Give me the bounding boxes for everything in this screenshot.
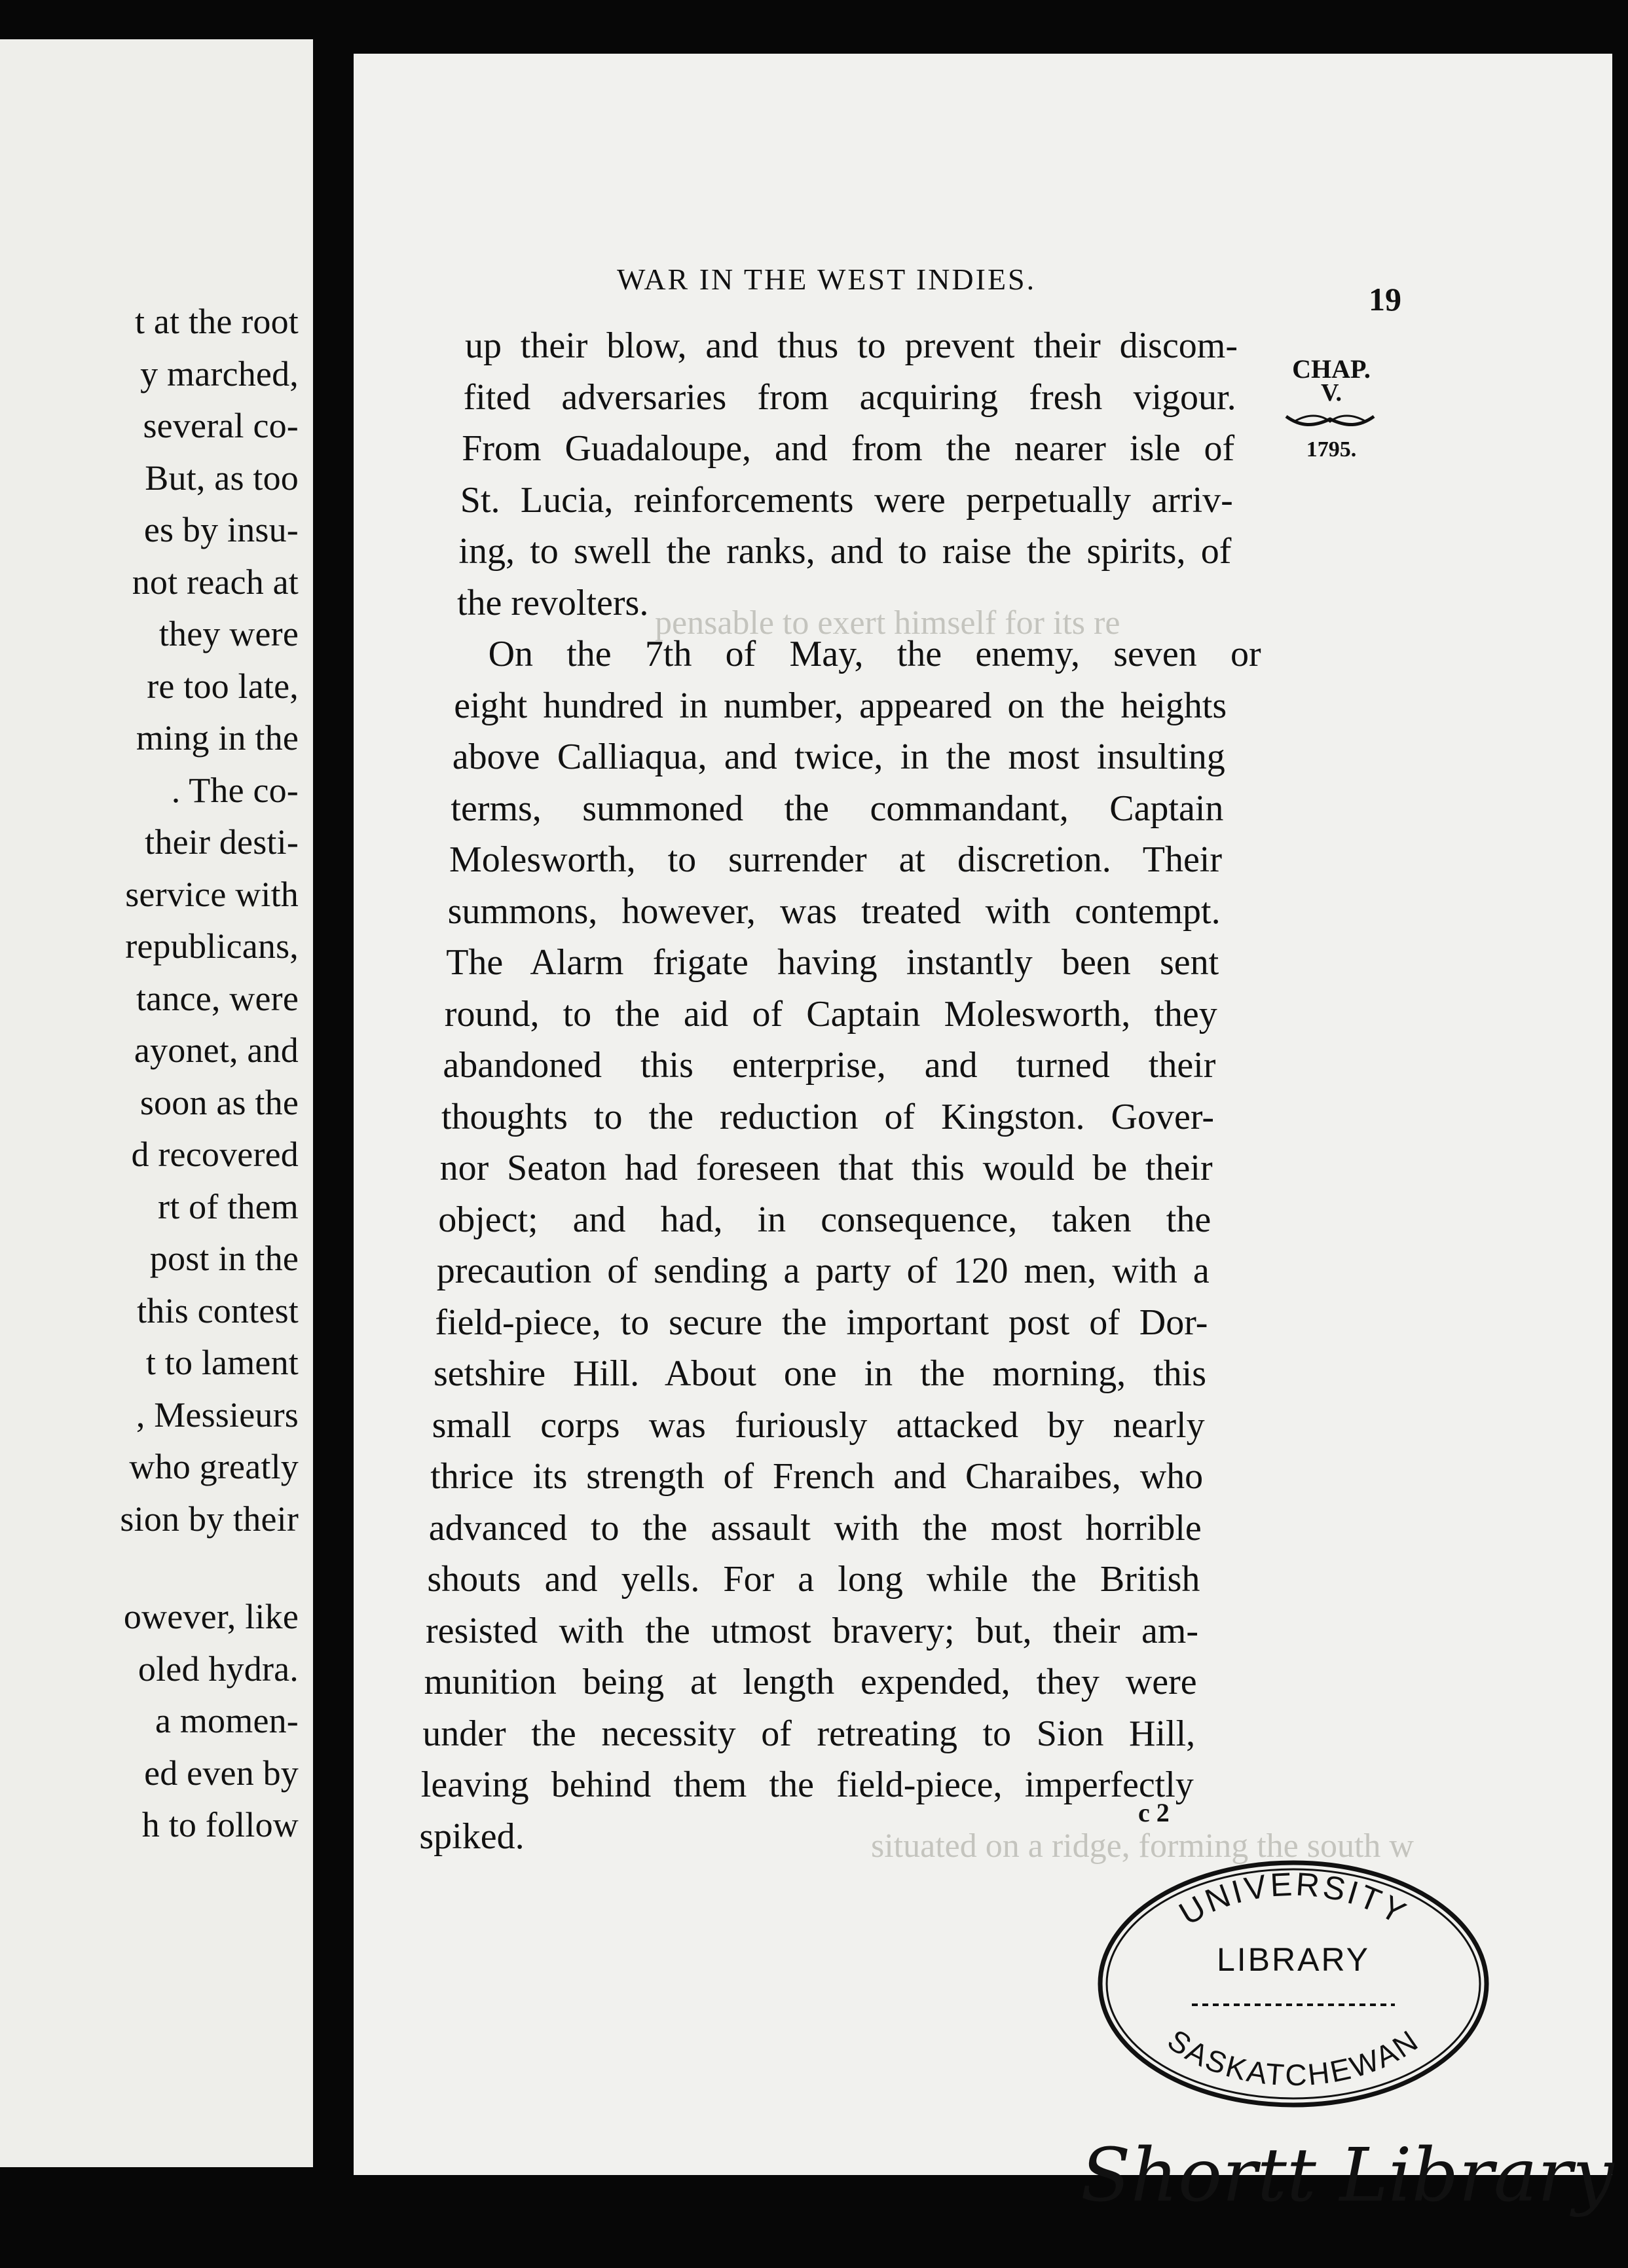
body-line: summons, however, was treated with contempt. [447, 890, 1221, 932]
left-facing-page [0, 39, 313, 2167]
body-line: munition being at length expended, they were [424, 1662, 1197, 1702]
left-page-line: oled hydra. [138, 1649, 299, 1689]
body-line: under the necessity of retreating to Sion Hill, [422, 1713, 1196, 1754]
left-page-line: re too late, [147, 666, 299, 706]
body-line: field-piece, to secure the important post of Dor- [435, 1302, 1208, 1343]
left-page-line: h to follow [141, 1805, 299, 1844]
body-line: the revolters. [457, 582, 649, 623]
left-page-line: soon as the [139, 1082, 299, 1122]
body-line: nor Seaton had foreseen that this would be their [439, 1148, 1213, 1188]
left-page-line: ming in the [136, 718, 299, 758]
left-page-line: a momen- [155, 1701, 299, 1740]
running-title: WAR IN THE WEST INDIES. [617, 263, 1037, 296]
body-line: St. Lucia, reinforcements were perpetually arriv- [460, 479, 1233, 521]
left-page-line: they were [158, 614, 299, 653]
body-line: setshire Hill. About one in the morning, this [434, 1353, 1206, 1394]
left-page-line: who greatly [129, 1447, 299, 1486]
stamp-top-text: UNIVERSITY [1173, 1865, 1415, 1933]
handwritten-library-note: Shortt Library [1081, 2133, 1614, 2218]
body-line: Molesworth, to surrender at discretion. Their [449, 839, 1222, 880]
body-line: ing, to swell the ranks, and to raise the spirits, of [458, 531, 1232, 572]
body-line: small corps was furiously attacked by nearly [432, 1404, 1205, 1446]
stamp-middle-text: LIBRARY [1216, 1941, 1371, 1978]
chapter-number: V. [1320, 379, 1342, 407]
body-line: object; and had, in consequence, taken the [438, 1199, 1212, 1240]
body-line: eight hundred in number, appeared on the heights [454, 685, 1227, 726]
svg-text:SASKATCHEWAN [1162, 2022, 1426, 2092]
body-line: The Alarm frigate having instantly been sent [446, 942, 1219, 983]
left-page-line: , Messieurs [136, 1395, 299, 1435]
left-page-line: ayonet, and [134, 1031, 299, 1070]
left-page-line: . The co- [171, 770, 299, 810]
left-page-line: service with [125, 874, 299, 914]
left-page-line: sion by their [120, 1499, 299, 1539]
body-line: terms, summoned the commandant, Captain [451, 788, 1224, 829]
body-line: spiked. [419, 1816, 525, 1857]
body-line: fited adversaries from acquiring fresh vigour. [463, 376, 1236, 418]
left-page-line: post in the [149, 1239, 299, 1278]
left-page-line: their desti- [145, 822, 299, 862]
left-page-line: this contest [137, 1290, 299, 1330]
body-line: advanced to the assault with the most horrible [428, 1507, 1202, 1548]
page-number: 19 [1369, 281, 1401, 318]
left-page-line: several co- [143, 406, 299, 445]
body-line: above Calliaqua, and twice, in the most insulting [452, 737, 1225, 777]
chapter-label: CHAP. [1292, 354, 1371, 384]
body-line: thrice its strength of French and Charaibes, who [430, 1456, 1204, 1497]
margin-year: 1795. [1306, 437, 1357, 462]
bleed-through-text: situated on a ridge, forming the south w [871, 1827, 1414, 1865]
body-line: up their blow, and thus to prevent their discom- [465, 325, 1238, 366]
left-page-line: But, as too [145, 458, 299, 498]
ornament-icon [1281, 407, 1379, 433]
left-page-line: ed even by [144, 1753, 299, 1793]
stamp-bottom-text: SASKATCHEWAN [1161, 2022, 1426, 2093]
body-line: On the 7th of May, the enemy, seven or [488, 634, 1261, 674]
body-line: resisted with the utmost bravery; but, their am- [426, 1610, 1198, 1651]
left-page-line: not reach at [132, 562, 299, 602]
body-line: round, to the aid of Captain Molesworth, they [444, 993, 1217, 1034]
bleed-through-text: pensable to exert himself for its re [655, 604, 1120, 642]
body-line: shouts and yells. For a long while the British [427, 1559, 1200, 1600]
body-line: abandoned this enterprise, and turned their [443, 1045, 1216, 1086]
body-line: leaving behind them the field-piece, imperfectly [420, 1765, 1194, 1805]
left-page-line: t at the root [134, 302, 299, 341]
signature-mark: c 2 [1138, 1798, 1170, 1827]
left-page-line: republicans, [125, 926, 299, 966]
library-stamp [1087, 1853, 1500, 2115]
left-page-line: es by insu- [143, 510, 299, 549]
body-line: thoughts to the reduction of Kingston. Gover- [441, 1096, 1214, 1137]
left-page-line: rt of them [158, 1186, 299, 1226]
left-page-line: d recovered [131, 1135, 299, 1174]
left-page-line: tance, were [136, 978, 299, 1018]
body-line: From Guadaloupe, and from the nearer isle of [462, 428, 1235, 469]
body-line: precaution of sending a party of 120 men, with a [436, 1251, 1210, 1291]
left-page-line: owever, like [123, 1597, 299, 1636]
left-page-line: t to lament [145, 1343, 299, 1382]
left-page-line: y marched, [140, 354, 299, 393]
